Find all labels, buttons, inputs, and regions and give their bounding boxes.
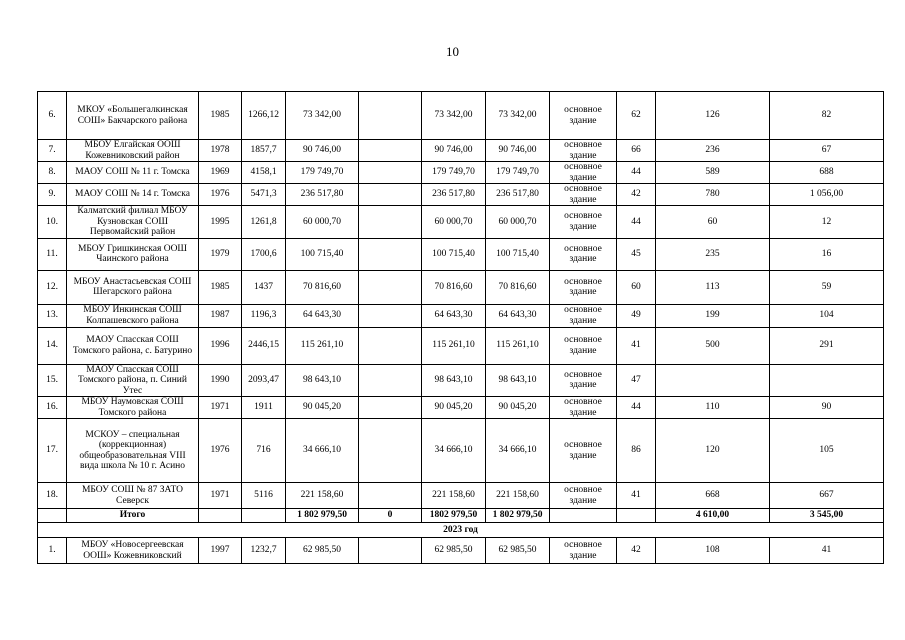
area-cell: 716: [242, 419, 286, 483]
capacity-cell: [656, 364, 770, 397]
table-row: [38, 419, 884, 483]
table-row: [38, 238, 884, 270]
cost-col5-cell: [359, 238, 422, 270]
table-row: [38, 304, 884, 327]
year-built-cell: 1985: [199, 92, 242, 140]
students-cell: 105: [770, 419, 884, 483]
capacity-cell: 113: [656, 270, 770, 304]
cost-col7-cell: 60 000,70: [486, 206, 550, 239]
students-cell: [770, 364, 884, 397]
cost-col7-cell: 221 158,60: [486, 483, 550, 509]
building-type-cell: основное здание: [550, 483, 617, 509]
cost-col5-cell: [359, 419, 422, 483]
table-row: [38, 538, 884, 564]
area-cell: 1700,6: [242, 238, 286, 270]
cost-col6-cell: 64 643,30: [422, 304, 486, 327]
table-row: [38, 206, 884, 239]
row-number-cell: 8.: [38, 162, 67, 184]
school-name-cell: МБОУ Наумовская СОШ Томского района: [67, 397, 199, 419]
cost-col6-cell: 100 715,40: [422, 238, 486, 270]
school-name-cell: МБОУ «Новосергеевская ООШ» Кожевниковский: [67, 538, 199, 564]
total-cost-cell: 70 816,60: [286, 270, 359, 304]
table-row: [38, 270, 884, 304]
year-built-cell: 1996: [199, 327, 242, 364]
capacity-cell: 235: [656, 238, 770, 270]
total-cost-cell: 64 643,30: [286, 304, 359, 327]
students-cell: 291: [770, 327, 884, 364]
building-type-cell: основное здание: [550, 140, 617, 162]
area-cell: 1857,7: [242, 140, 286, 162]
cost-col7-cell: 179 749,70: [486, 162, 550, 184]
cost-col7-cell: 236 517,80: [486, 184, 550, 206]
cost-col7-cell: 98 643,10: [486, 364, 550, 397]
total-cost-cell: 98 643,10: [286, 364, 359, 397]
total-col6: 1802 979,50: [422, 509, 486, 523]
area-cell: 4158,1: [242, 162, 286, 184]
capacity-cell: 126: [656, 92, 770, 140]
cost-col7-cell: 70 816,60: [486, 270, 550, 304]
school-name-cell: МАОУ СОШ № 14 г. Томска: [67, 184, 199, 206]
total-cost-cell: 221 158,60: [286, 483, 359, 509]
students-cell: 59: [770, 270, 884, 304]
total-col7: 1 802 979,50: [486, 509, 550, 523]
total-empty-cell: [38, 509, 67, 523]
wear-percent-cell: 66: [617, 140, 656, 162]
building-type-cell: основное здание: [550, 419, 617, 483]
cost-col6-cell: 221 158,60: [422, 483, 486, 509]
capacity-cell: 60: [656, 206, 770, 239]
cost-col6-cell: 115 261,10: [422, 327, 486, 364]
school-name-cell: МАОУ Спасская СОШ Томского района, с. Батурино: [67, 327, 199, 364]
cost-col6-cell: 70 816,60: [422, 270, 486, 304]
school-table: [37, 91, 884, 564]
total-empty-cell: [242, 509, 286, 523]
row-number-cell: 11.: [38, 238, 67, 270]
wear-percent-cell: 45: [617, 238, 656, 270]
total-row: [38, 509, 884, 523]
building-type-cell: основное здание: [550, 538, 617, 564]
row-number-cell: 13.: [38, 304, 67, 327]
capacity-cell: 120: [656, 419, 770, 483]
cost-col5-cell: [359, 538, 422, 564]
building-type-cell: основное здание: [550, 206, 617, 239]
cost-col5-cell: [359, 184, 422, 206]
cost-col5-cell: [359, 140, 422, 162]
row-number-cell: 7.: [38, 140, 67, 162]
wear-percent-cell: 41: [617, 327, 656, 364]
area-cell: 1232,7: [242, 538, 286, 564]
cost-col7-cell: 90 746,00: [486, 140, 550, 162]
wear-percent-cell: 60: [617, 270, 656, 304]
table-row: [38, 92, 884, 140]
table-body: [38, 92, 884, 564]
total-cost-cell: 34 666,10: [286, 419, 359, 483]
students-cell: 667: [770, 483, 884, 509]
cost-col7-cell: 115 261,10: [486, 327, 550, 364]
row-number-cell: 12.: [38, 270, 67, 304]
cost-col5-cell: [359, 304, 422, 327]
students-cell: 90: [770, 397, 884, 419]
wear-percent-cell: 49: [617, 304, 656, 327]
total-empty-cell: [550, 509, 617, 523]
total-cost-cell: 100 715,40: [286, 238, 359, 270]
capacity-cell: 199: [656, 304, 770, 327]
wear-percent-cell: 62: [617, 92, 656, 140]
wear-percent-cell: 44: [617, 162, 656, 184]
school-name-cell: МБОУ Анастасьевская СОШ Шегарского района: [67, 270, 199, 304]
cost-col6-cell: 90 746,00: [422, 140, 486, 162]
school-name-cell: МАОУ Спасская СОШ Томского района, п. Синий Утес: [67, 364, 199, 397]
building-type-cell: основное здание: [550, 270, 617, 304]
year-header: 2023 год: [38, 523, 884, 538]
students-cell: 16: [770, 238, 884, 270]
year-built-cell: 1971: [199, 483, 242, 509]
table-row: [38, 162, 884, 184]
students-cell: 104: [770, 304, 884, 327]
year-built-cell: 1997: [199, 538, 242, 564]
cost-col5-cell: [359, 483, 422, 509]
year-built-cell: 1978: [199, 140, 242, 162]
area-cell: 5471,3: [242, 184, 286, 206]
year-built-cell: 1971: [199, 397, 242, 419]
cost-col6-cell: 62 985,50: [422, 538, 486, 564]
row-number-cell: 14.: [38, 327, 67, 364]
cost-col6-cell: 179 749,70: [422, 162, 486, 184]
cost-col7-cell: 34 666,10: [486, 419, 550, 483]
area-cell: 1196,3: [242, 304, 286, 327]
cost-col6-cell: 98 643,10: [422, 364, 486, 397]
table-row: [38, 364, 884, 397]
total-cost-cell: 90 746,00: [286, 140, 359, 162]
area-cell: 2093,47: [242, 364, 286, 397]
year-built-cell: 1987: [199, 304, 242, 327]
building-type-cell: основное здание: [550, 238, 617, 270]
cost-col5-cell: [359, 364, 422, 397]
building-type-cell: основное здание: [550, 364, 617, 397]
students-cell: 1 056,00: [770, 184, 884, 206]
table-row: [38, 397, 884, 419]
cost-col5-cell: [359, 162, 422, 184]
cost-col5-cell: [359, 270, 422, 304]
wear-percent-cell: 44: [617, 206, 656, 239]
year-built-cell: 1969: [199, 162, 242, 184]
building-type-cell: основное здание: [550, 327, 617, 364]
cost-col6-cell: 60 000,70: [422, 206, 486, 239]
school-name-cell: МСКОУ – специальная (коррекционная) общеобразовательная VIII вида школа № 10 г. Асино: [67, 419, 199, 483]
area-cell: 1911: [242, 397, 286, 419]
wear-percent-cell: 41: [617, 483, 656, 509]
cost-col5-cell: [359, 92, 422, 140]
table-row: [38, 483, 884, 509]
year-built-cell: 1976: [199, 184, 242, 206]
total-empty-cell: [617, 509, 656, 523]
row-number-cell: 18.: [38, 483, 67, 509]
total-label: Итого: [67, 509, 199, 523]
students-cell: 67: [770, 140, 884, 162]
area-cell: 2446,15: [242, 327, 286, 364]
row-number-cell: 6.: [38, 92, 67, 140]
students-cell: 41: [770, 538, 884, 564]
year-built-cell: 1979: [199, 238, 242, 270]
wear-percent-cell: 42: [617, 538, 656, 564]
students-cell: 12: [770, 206, 884, 239]
year-built-cell: 1995: [199, 206, 242, 239]
area-cell: 5116: [242, 483, 286, 509]
area-cell: 1437: [242, 270, 286, 304]
total-cost-cell: 179 749,70: [286, 162, 359, 184]
area-cell: 1261,8: [242, 206, 286, 239]
building-type-cell: основное здание: [550, 397, 617, 419]
students-cell: 688: [770, 162, 884, 184]
building-type-cell: основное здание: [550, 184, 617, 206]
cost-col6-cell: 236 517,80: [422, 184, 486, 206]
row-number-cell: 9.: [38, 184, 67, 206]
building-type-cell: основное здание: [550, 162, 617, 184]
capacity-cell: 589: [656, 162, 770, 184]
school-name-cell: МБОУ СОШ № 87 ЗАТО Северск: [67, 483, 199, 509]
cost-col7-cell: 100 715,40: [486, 238, 550, 270]
row-number-cell: 17.: [38, 419, 67, 483]
cost-col7-cell: 90 045,20: [486, 397, 550, 419]
table-row: [38, 327, 884, 364]
capacity-cell: 110: [656, 397, 770, 419]
building-type-cell: основное здание: [550, 92, 617, 140]
cost-col7-cell: 73 342,00: [486, 92, 550, 140]
wear-percent-cell: 44: [617, 397, 656, 419]
table-row: [38, 140, 884, 162]
cost-col7-cell: 64 643,30: [486, 304, 550, 327]
total-cost-cell: 73 342,00: [286, 92, 359, 140]
wear-percent-cell: 47: [617, 364, 656, 397]
row-number-cell: 10.: [38, 206, 67, 239]
cost-col5-cell: [359, 397, 422, 419]
year-header-row: [38, 523, 884, 538]
building-type-cell: основное здание: [550, 304, 617, 327]
school-name-cell: МКОУ «Большегалкинская СОШ» Бакчарского района: [67, 92, 199, 140]
capacity-cell: 780: [656, 184, 770, 206]
total-sum: 1 802 979,50: [286, 509, 359, 523]
wear-percent-cell: 42: [617, 184, 656, 206]
capacity-cell: 500: [656, 327, 770, 364]
capacity-cell: 236: [656, 140, 770, 162]
row-number-cell: 1.: [38, 538, 67, 564]
area-cell: 1266,12: [242, 92, 286, 140]
school-name-cell: МБОУ Гришкинская ООШ Чаинского района: [67, 238, 199, 270]
row-number-cell: 15.: [38, 364, 67, 397]
school-name-cell: Калматский филиал МБОУ Кузновская СОШ Первомайский район: [67, 206, 199, 239]
page-number: 10: [446, 44, 459, 59]
total-capacity: 4 610,00: [656, 509, 770, 523]
total-cost-cell: 90 045,20: [286, 397, 359, 419]
total-students: 3 545,00: [770, 509, 884, 523]
table-row: [38, 184, 884, 206]
cost-col6-cell: 34 666,10: [422, 419, 486, 483]
cost-col7-cell: 62 985,50: [486, 538, 550, 564]
school-name-cell: МАОУ СОШ № 11 г. Томска: [67, 162, 199, 184]
cost-col5-cell: [359, 327, 422, 364]
total-cost-cell: 115 261,10: [286, 327, 359, 364]
capacity-cell: 668: [656, 483, 770, 509]
school-name-cell: МБОУ Инкинская СОШ Колпашевского района: [67, 304, 199, 327]
total-col5: 0: [359, 509, 422, 523]
capacity-cell: 108: [656, 538, 770, 564]
total-cost-cell: 60 000,70: [286, 206, 359, 239]
year-built-cell: 1976: [199, 419, 242, 483]
school-name-cell: МБОУ Елгайская ООШ Кожевниковский район: [67, 140, 199, 162]
students-cell: 82: [770, 92, 884, 140]
cost-col5-cell: [359, 206, 422, 239]
cost-col6-cell: 90 045,20: [422, 397, 486, 419]
total-cost-cell: 236 517,80: [286, 184, 359, 206]
year-built-cell: 1990: [199, 364, 242, 397]
total-cost-cell: 62 985,50: [286, 538, 359, 564]
total-empty-cell: [199, 509, 242, 523]
cost-col6-cell: 73 342,00: [422, 92, 486, 140]
year-built-cell: 1985: [199, 270, 242, 304]
row-number-cell: 16.: [38, 397, 67, 419]
wear-percent-cell: 86: [617, 419, 656, 483]
